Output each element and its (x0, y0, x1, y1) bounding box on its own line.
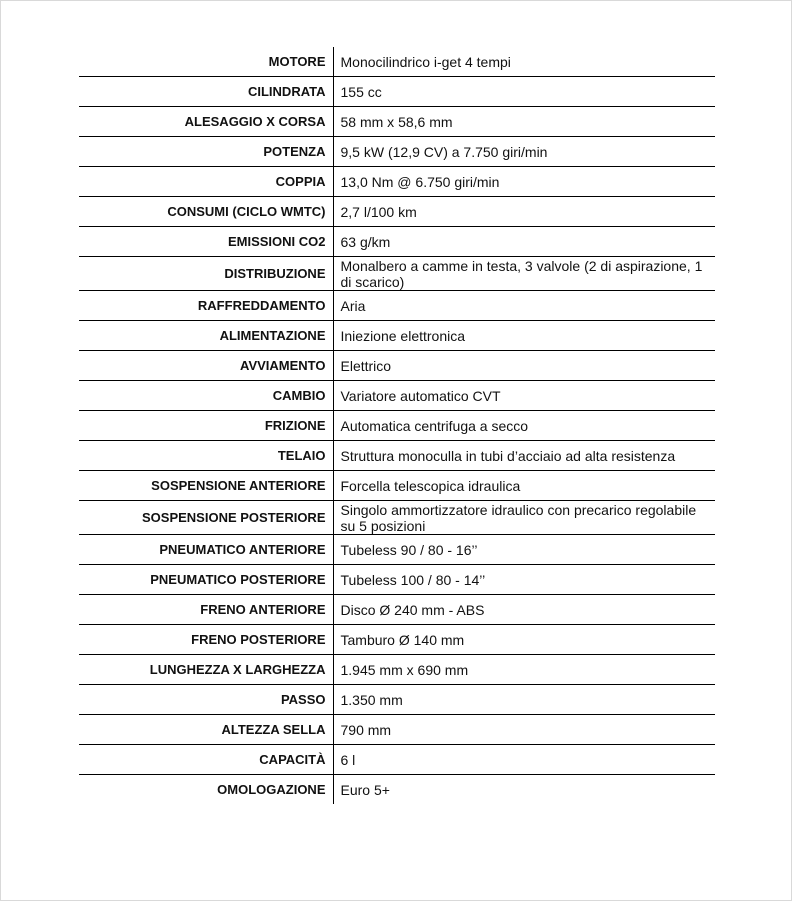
spec-row-freno-anteriore (79, 595, 715, 625)
spec-row-pneumatico-anteriore (79, 535, 715, 565)
spec-row-omologazione (79, 775, 715, 805)
spec-row-consumi (79, 197, 715, 227)
spec-row-cilindrata (79, 77, 715, 107)
spec-value: Automatica centrifuga a secco (333, 411, 715, 441)
spec-label: COPPIA (79, 167, 333, 197)
spec-value: 155 cc (333, 77, 715, 107)
spec-label: OMOLOGAZIONE (79, 775, 333, 805)
spec-label: MOTORE (79, 47, 333, 77)
spec-row-lunghezza-larghezza (79, 655, 715, 685)
spec-value: 1.350 mm (333, 685, 715, 715)
spec-label: SOSPENSIONE POSTERIORE (79, 501, 333, 535)
spec-label: ALESAGGIO X CORSA (79, 107, 333, 137)
spec-row-distribuzione (79, 257, 715, 291)
spec-value: Tamburo Ø 140 mm (333, 625, 715, 655)
spec-label: TELAIO (79, 441, 333, 471)
spec-value: Disco Ø 240 mm - ABS (333, 595, 715, 625)
spec-row-coppia (79, 167, 715, 197)
spec-row-freno-posteriore (79, 625, 715, 655)
spec-value: Iniezione elettronica (333, 321, 715, 351)
spec-label: CILINDRATA (79, 77, 333, 107)
spec-row-sospensione-posteriore (79, 501, 715, 535)
spec-row-cambio (79, 381, 715, 411)
spec-value: Variatore automatico CVT (333, 381, 715, 411)
spec-label: PASSO (79, 685, 333, 715)
spec-label: LUNGHEZZA X LARGHEZZA (79, 655, 333, 685)
spec-label: CONSUMI (CICLO WMTC) (79, 197, 333, 227)
spec-label: CAMBIO (79, 381, 333, 411)
spec-row-capacita (79, 745, 715, 775)
spec-label: RAFFREDDAMENTO (79, 291, 333, 321)
spec-label: CAPACITÀ (79, 745, 333, 775)
spec-value: 790 mm (333, 715, 715, 745)
spec-label: DISTRIBUZIONE (79, 257, 333, 291)
spec-row-frizione (79, 411, 715, 441)
spec-row-potenza (79, 137, 715, 167)
spec-label: EMISSIONI CO2 (79, 227, 333, 257)
spec-value: 58 mm x 58,6 mm (333, 107, 715, 137)
spec-value: 2,7 l/100 km (333, 197, 715, 227)
spec-value: Tubeless 100 / 80 - 14’’ (333, 565, 715, 595)
spec-row-motore (79, 47, 715, 77)
spec-row-telaio (79, 441, 715, 471)
spec-value: Singolo ammortizzatore idraulico con precarico regolabile su 5 posizioni (333, 501, 715, 535)
spec-row-avviamento (79, 351, 715, 381)
spec-row-alesaggio-corsa (79, 107, 715, 137)
spec-value: Aria (333, 291, 715, 321)
spec-row-raffreddamento (79, 291, 715, 321)
spec-value: 6 l (333, 745, 715, 775)
spec-row-emissioni (79, 227, 715, 257)
spec-value: Tubeless 90 / 80 - 16’’ (333, 535, 715, 565)
spec-label: PNEUMATICO ANTERIORE (79, 535, 333, 565)
spec-row-sospensione-anteriore (79, 471, 715, 501)
spec-label: FRENO POSTERIORE (79, 625, 333, 655)
spec-label: PNEUMATICO POSTERIORE (79, 565, 333, 595)
spec-label: ALTEZZA SELLA (79, 715, 333, 745)
spec-table (79, 47, 715, 804)
spec-value: Monalbero a camme in testa, 3 valvole (2 di aspirazione, 1 di scarico) (333, 257, 715, 291)
spec-value: Euro 5+ (340, 781, 390, 798)
spec-row-pneumatico-posteriore (79, 565, 715, 595)
spec-label: SOSPENSIONE ANTERIORE (79, 471, 333, 501)
spec-label: FRENO ANTERIORE (79, 595, 333, 625)
spec-value: Struttura monoculla in tubi d’acciaio ad alta resistenza (333, 441, 715, 471)
spec-value: 9,5 kW (12,9 CV) a 7.750 giri/min (333, 137, 715, 167)
spec-value: 13,0 Nm @ 6.750 giri/min (333, 167, 715, 197)
spec-value: Monocilindrico i-get 4 tempi (333, 47, 715, 77)
spec-value: Elettrico (333, 351, 715, 381)
spec-value: 63 g/km (333, 227, 715, 257)
spec-label: POTENZA (79, 137, 333, 167)
spec-row-altezza-sella (79, 715, 715, 745)
spec-value: Forcella telescopica idraulica (333, 471, 715, 501)
spec-label: FRIZIONE (79, 411, 333, 441)
spec-label: ALIMENTAZIONE (79, 321, 333, 351)
spec-value: 1.945 mm x 690 mm (333, 655, 715, 685)
spec-row-passo (79, 685, 715, 715)
spec-row-alimentazione (79, 321, 715, 351)
spec-label: AVVIAMENTO (79, 351, 333, 381)
